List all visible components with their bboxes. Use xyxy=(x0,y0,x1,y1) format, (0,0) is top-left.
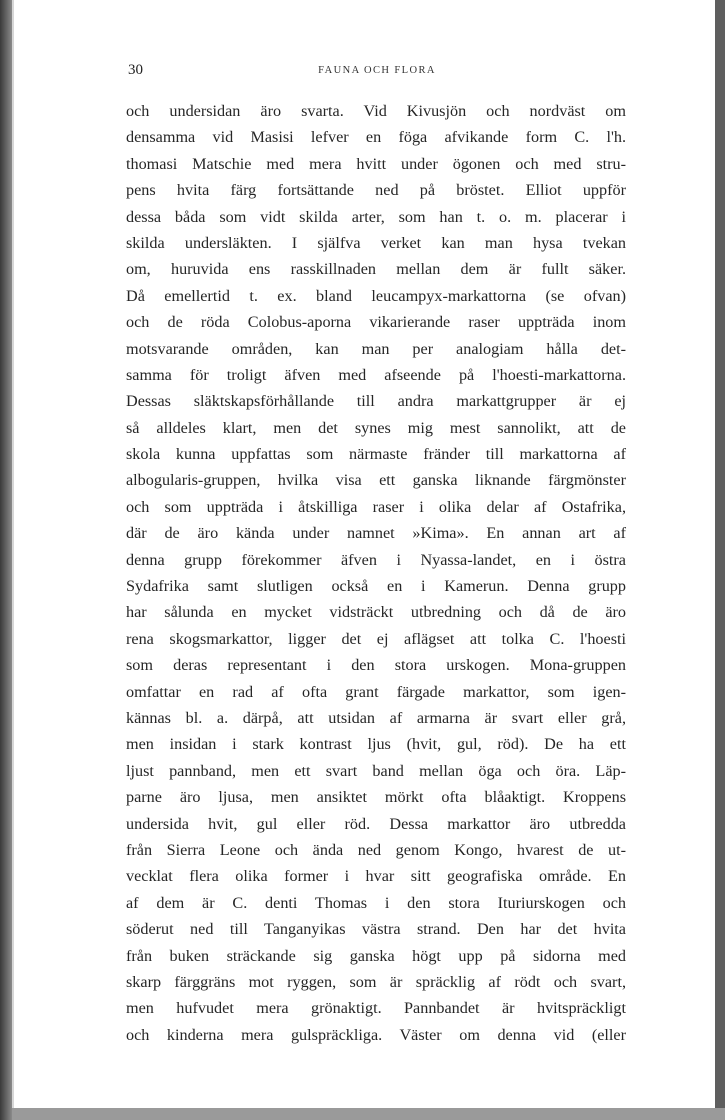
text-line: skilda undersläkten. I själfva verket kan man hysa tvekan xyxy=(126,233,626,252)
text-line: omfattar en rad af ofta grant färgade markattor, som igen- xyxy=(126,682,626,701)
text-line: Sydafrika samt slutligen också en i Kamerun. Denna grupp xyxy=(126,577,626,596)
text-line: om, huruvida ens rasskillnaden mellan dem är fullt säker. xyxy=(126,260,626,279)
text-line: kännas bl. a. därpå, att utsidan af armarna är svart eller grå, xyxy=(126,708,626,727)
text-line: samma för troligt äfven med afseende på l'hoesti-markattorna. xyxy=(126,365,626,384)
text-line: och undersidan äro svarta. Vid Kivusjön och nordväst om xyxy=(126,102,626,120)
text-line: från buken sträckande sig ganska högt upp på sidorna med xyxy=(126,946,626,965)
text-line: vecklat flera olika former i hvar sitt geografiska område. En xyxy=(126,867,626,886)
body-text xyxy=(126,98,626,1048)
text-line: undersida hvit, gul eller röd. Dessa markattor äro utbredda xyxy=(126,814,626,833)
text-line: skola kunna uppfattas som närmaste fränder till markattorna af xyxy=(126,445,626,464)
text-line: men hufvudet mera grönaktigt. Pannbandet är hvitspräckligt xyxy=(126,999,626,1018)
text-line: har sålunda en mycket vidsträckt utbredning och då de äro xyxy=(126,603,626,622)
text-line: där de äro kända under namnet »Kima». En annan art af xyxy=(126,524,626,543)
text-line: och de röda Colobus-aporna vikarierande raser uppträda inom xyxy=(126,313,626,332)
scan-edge-left xyxy=(0,0,12,1120)
scan-edge-bottom xyxy=(12,1108,725,1120)
text-line: pens hvita färg fortsättande ned på bröstet. Elliot uppför xyxy=(126,181,626,200)
text-line: skarp färggräns mot ryggen, som är spräcklig af rödt och svart, xyxy=(126,972,626,991)
text-line: och kinderna mera gulspräckliga. Väster om denna vid (eller xyxy=(126,1025,626,1044)
text-line: dessa båda som vidt skilda arter, som han t. o. m. placerar i xyxy=(126,207,626,226)
running-head xyxy=(128,62,626,82)
running-title: FAUNA OCH FLORA xyxy=(318,65,436,76)
text-line: af dem är C. denti Thomas i den stora Ituriurskogen och xyxy=(126,893,626,912)
text-line: och som uppträda i åtskilliga raser i olika delar af Ostafrika, xyxy=(126,497,626,516)
text-line: albogularis-gruppen, hvilka visa ett ganska liknande färgmönster xyxy=(126,471,626,490)
text-line: som deras representant i den stora urskogen. Mona-gruppen xyxy=(126,656,626,675)
text-line: densamma vid Masisi lefver en föga afvikande form C. l'h. xyxy=(126,128,626,147)
text-line: motsvarande områden, kan man per analogiam hålla det- xyxy=(126,339,626,358)
text-line: söderut ned till Tanganyikas västra strand. Den har det hvita xyxy=(126,920,626,939)
text-line: Då emellertid t. ex. bland leucampyx-markattorna (se ofvan) xyxy=(126,286,626,305)
text-line: thomasi Matschie med mera hvitt under ögonen och med stru- xyxy=(126,154,626,173)
text-line: från Sierra Leone och ända ned genom Kongo, hvarest de ut- xyxy=(126,840,626,859)
text-line: men insidan i stark kontrast ljus (hvit, gul, röd). De ha ett xyxy=(126,735,626,754)
text-line: så alldeles klart, men det synes mig mest sannolikt, att de xyxy=(126,418,626,437)
text-line: denna grupp förekommer äfven i Nyassa-landet, en i östra xyxy=(126,550,626,569)
text-line: rena skogsmarkattor, ligger det ej aflägset att tolka C. l'hoesti xyxy=(126,629,626,648)
text-line: parne äro ljusa, men ansiktet mörkt ofta blåaktigt. Kroppens xyxy=(126,788,626,807)
text-line: ljust pannband, men ett svart band mellan öga och öra. Läp- xyxy=(126,761,626,780)
scan-edge-right xyxy=(715,0,725,1108)
page-number: 30 xyxy=(128,62,143,78)
text-line: Dessas släktskapsförhållande till andra markattgrupper är ej xyxy=(126,392,626,411)
